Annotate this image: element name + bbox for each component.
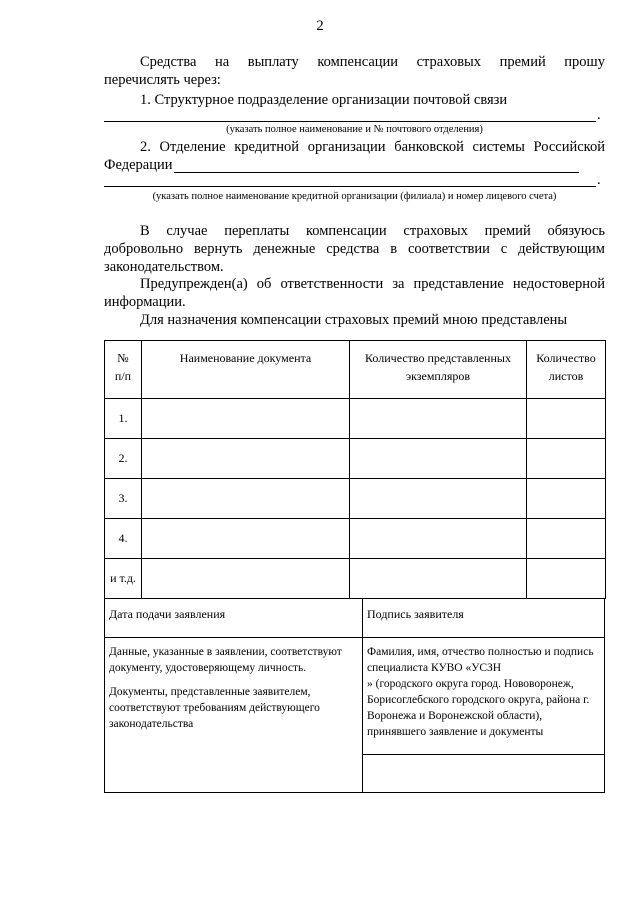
word: соответствии [407, 241, 490, 257]
word: страховых [403, 223, 468, 239]
word: обязуюсь [547, 223, 605, 239]
copies-cell[interactable] [350, 399, 527, 439]
table-row [105, 559, 606, 599]
word: системы [472, 139, 525, 155]
table-row [105, 439, 606, 479]
word: В [140, 223, 150, 239]
sheets-cell[interactable] [527, 399, 606, 439]
documents-table-header [105, 341, 606, 399]
option-postal-caption: (указать полное наименование и № почтового отделения) [226, 124, 483, 135]
word: банковской [394, 139, 464, 155]
word: с [500, 241, 508, 257]
word: добровольно [104, 241, 184, 257]
specialist-signature-text [367, 644, 603, 740]
table-row [105, 399, 606, 439]
date-label: Дата подачи заявления [109, 607, 226, 621]
row-number: 3. [105, 479, 142, 519]
word: случае [166, 223, 208, 239]
header-sheets: Количество листов [527, 341, 606, 399]
word: недостоверной [512, 276, 605, 292]
word: Российской [533, 139, 605, 155]
word: компенсации [305, 223, 387, 239]
word: страховых [416, 54, 482, 70]
signature-label: Подпись заявителя [367, 607, 464, 621]
payment-paragraph [104, 53, 605, 89]
header-copies: Количество представленных экземпляров [350, 341, 527, 399]
row-number: и т.д. [105, 559, 142, 599]
documents-intro: Для назначения компенсации страховых премий мною представлены [140, 312, 568, 328]
signature-block [104, 598, 605, 793]
word: на [214, 54, 230, 70]
word: прошу [564, 54, 605, 70]
warning-line-1 [104, 275, 605, 293]
document-name-cell[interactable] [142, 479, 350, 519]
word: в [390, 241, 398, 257]
sheets-cell[interactable] [527, 519, 606, 559]
specialist-line-1: Фамилия, имя, отчество полностью и подпись специалиста КУВО «УСЗН [367, 646, 594, 674]
copies-cell[interactable] [350, 559, 527, 599]
word: компенсации [317, 54, 399, 70]
header-name: Наименование документа [142, 341, 350, 399]
word: выплату [247, 54, 299, 70]
word: вернуть [194, 241, 243, 257]
word: Отделение [159, 139, 226, 155]
option-bank-line-1 [104, 138, 605, 156]
word: денежные [253, 241, 316, 257]
specialist-line-2: » (городского округа город. Нововоронеж, Борисоглебского городского округа, района г. Воронежа и Воронежской области), принявшего заявление и документы [367, 678, 590, 738]
sheets-cell[interactable] [527, 439, 606, 479]
table-row [105, 519, 606, 559]
document-name-cell[interactable] [142, 399, 350, 439]
signature-block-divider [362, 598, 363, 792]
row-number: 4. [105, 519, 142, 559]
overpayment-line-2 [104, 240, 605, 258]
sheets-cell[interactable] [527, 559, 606, 599]
word: представление [413, 276, 504, 292]
document-name-cell[interactable] [142, 519, 350, 559]
row-number: 2. [105, 439, 142, 479]
word: организации [307, 139, 386, 155]
word: 2. [140, 139, 151, 155]
option-postal-blank-line [104, 121, 596, 122]
option-postal-label: 1. Структурное подразделение организации почтовой связи [140, 92, 508, 108]
documents-table [104, 340, 606, 599]
header-num: № п/п [105, 341, 142, 399]
row-number: 1. [105, 399, 142, 439]
sheets-cell[interactable] [527, 479, 606, 519]
word: средства [326, 241, 380, 257]
option-bank-blank-line-1 [174, 172, 579, 173]
document-name-cell[interactable] [142, 559, 350, 599]
word: премий [484, 223, 531, 239]
word: переплаты [224, 223, 290, 239]
word: Предупрежден(а) [140, 276, 248, 292]
warning-line-2: информации. [104, 294, 186, 310]
warning-paragraph [104, 275, 605, 311]
documents-verified-text: Документы, представленные заявителем, соответствуют требованиям действующего законодательства [109, 686, 320, 730]
copies-cell[interactable] [350, 479, 527, 519]
option-bank-caption: (указать полное наименование кредитной организации (филиала) и номер лицевого счета) [152, 191, 557, 202]
table-row [105, 479, 606, 519]
option-bank-paragraph [104, 138, 605, 174]
option-bank-label-line-2: Федерации [104, 157, 173, 173]
word: об [256, 276, 272, 292]
overpayment-line-3: законодательством. [104, 259, 224, 275]
copies-cell[interactable] [350, 519, 527, 559]
word: действующим [518, 241, 605, 257]
payment-line-1 [104, 53, 605, 71]
document-name-cell[interactable] [142, 439, 350, 479]
word: ответственности [280, 276, 384, 292]
option-bank-blank-line-2 [104, 186, 596, 187]
option-bank-end-mark: . [597, 172, 601, 188]
page-number: 2 [316, 18, 324, 34]
word: Средства [140, 54, 197, 70]
word: кредитной [234, 139, 300, 155]
signature-block-rule [105, 637, 604, 638]
overpayment-paragraph [104, 222, 605, 276]
word: за [392, 276, 405, 292]
overpayment-line-1 [104, 222, 605, 240]
signature-block-rule-right [362, 754, 604, 755]
option-postal-end-mark: . [597, 107, 601, 123]
copies-cell[interactable] [350, 439, 527, 479]
data-verified-text: Данные, указанные в заявлении, соответствуют документу, удостоверяющему личность. [109, 646, 342, 674]
word: премий [499, 54, 546, 70]
payment-line-2: перечислять через: [104, 72, 221, 88]
